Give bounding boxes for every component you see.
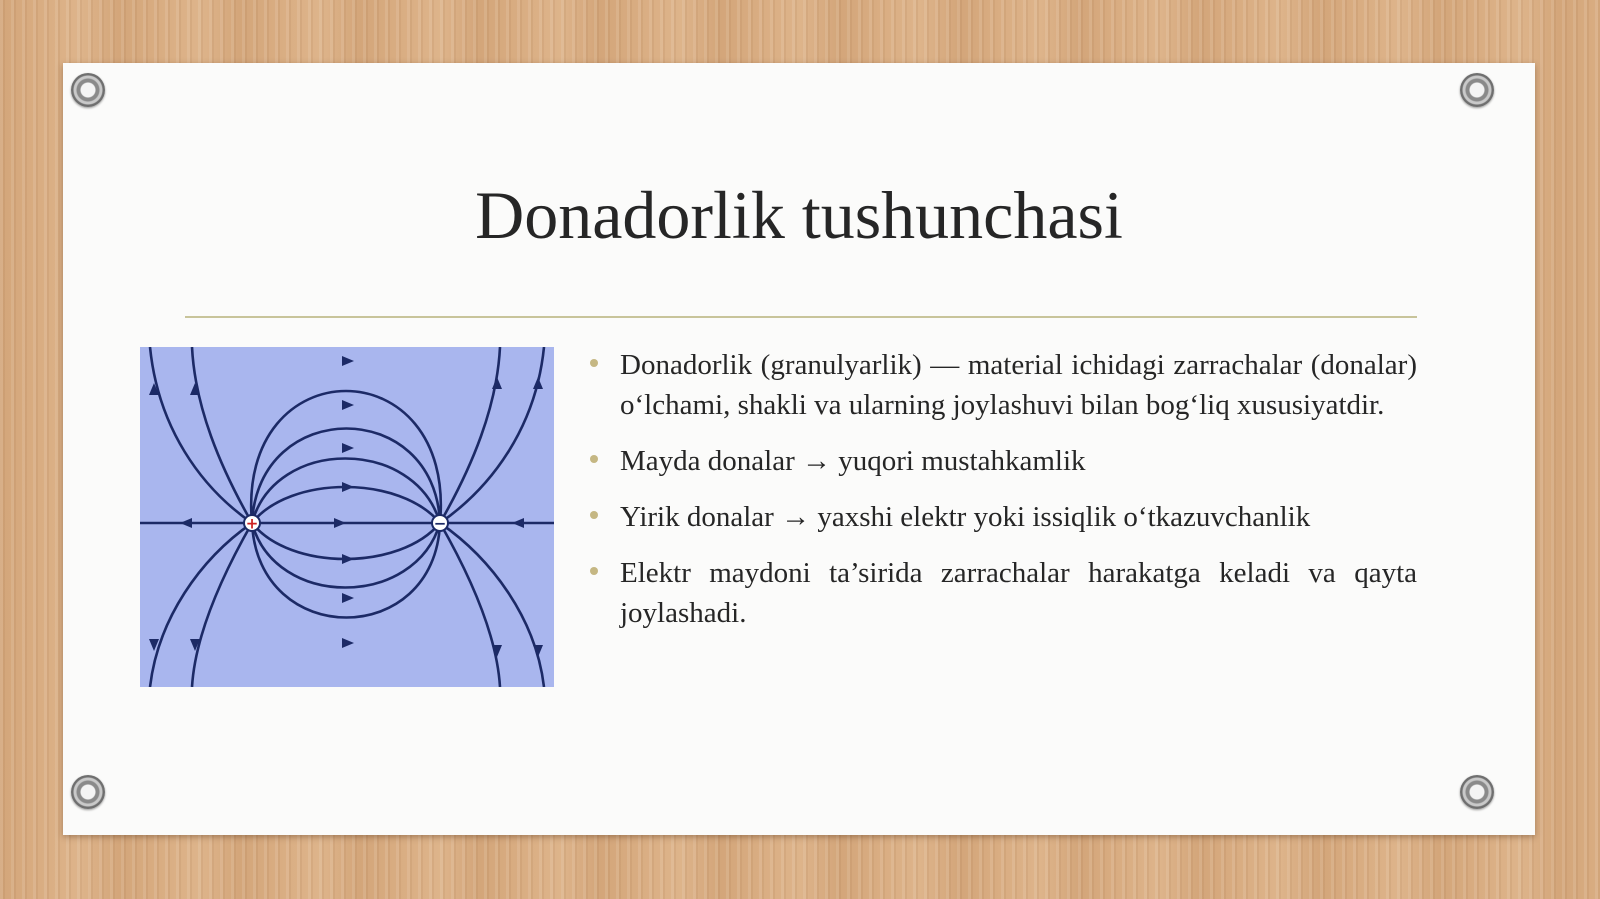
bullet-text: Yirik donalar → yaxshi elektr yoki issiqlik o‘tkazuvchanlik	[620, 501, 1311, 533]
svg-text:−: −	[433, 514, 447, 533]
screw-icon	[71, 775, 105, 809]
title-divider	[185, 316, 1417, 318]
bullet-text: Elektr maydoni ta’sirida zarrachalar harakatga keladi va qayta joylashadi.	[620, 557, 1417, 629]
bullet-icon	[590, 511, 598, 519]
list-item	[620, 497, 1417, 537]
screw-icon	[1460, 775, 1494, 809]
slide-board	[63, 63, 1535, 835]
list-item	[620, 345, 1417, 425]
bullet-text: Donadorlik (granulyarlik) — material ichidagi zarrachalar (donalar) o‘lchami, shakli va ularning joylashuvi bilan bog‘liq xususiyatdir.	[620, 349, 1417, 421]
bullet-icon	[590, 455, 598, 463]
dipole-field-figure	[140, 347, 554, 687]
list-item	[620, 441, 1417, 481]
svg-text:+: +	[245, 514, 259, 533]
slide-title: Donadorlik tushunchasi	[475, 177, 1123, 253]
field-lines	[140, 347, 554, 687]
bullet-text: Mayda donalar → yuqori mustahkamlik	[620, 445, 1086, 477]
field-lines-diagram	[140, 347, 554, 687]
bullet-icon	[590, 359, 598, 367]
screw-icon	[1460, 73, 1494, 107]
screw-icon	[71, 73, 105, 107]
bullet-icon	[590, 567, 598, 575]
bullet-list	[620, 345, 1417, 649]
negative-charge-icon	[432, 515, 448, 533]
list-item	[620, 553, 1417, 633]
positive-charge-icon	[244, 515, 260, 533]
